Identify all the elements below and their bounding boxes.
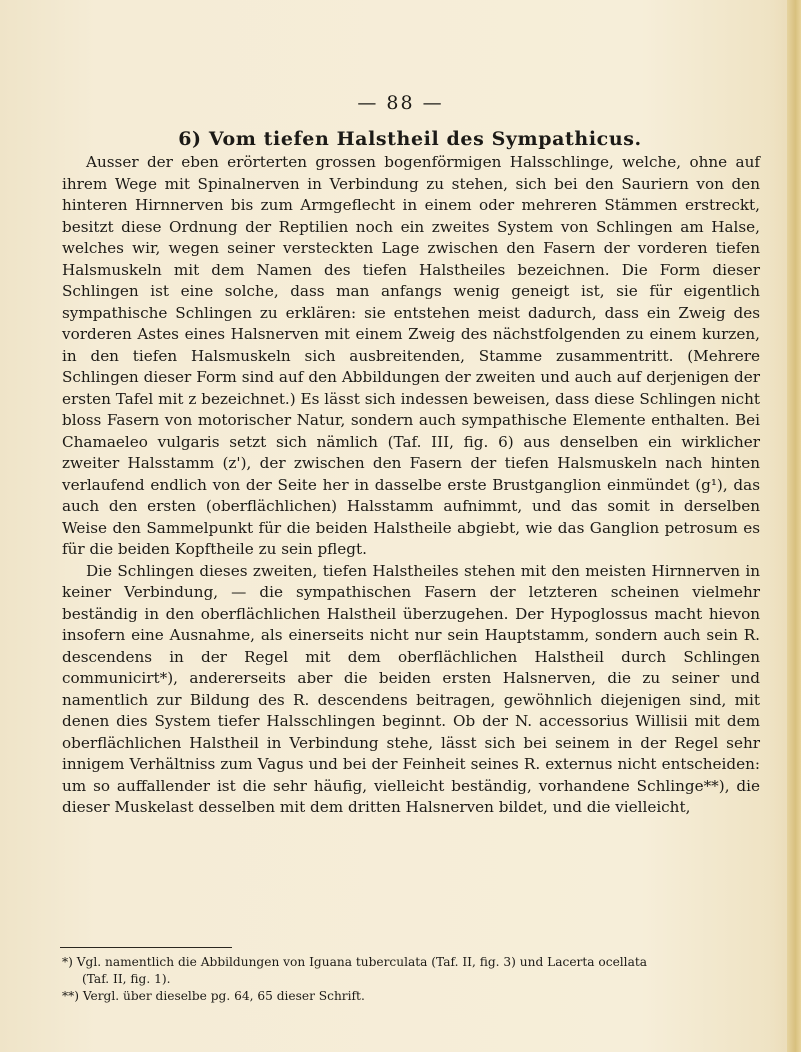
footnotes — [62, 954, 762, 1005]
page-number: — 88 — — [357, 92, 444, 114]
page-edge — [787, 0, 801, 1052]
footnote-1-continued: (Taf. II, fig. 1). — [82, 972, 171, 986]
footnote-2: **) Vergl. über dieselbe pg. 64, 65 dieser Schrift. — [62, 989, 365, 1003]
paragraph-2: Die Schlingen dieses zweiten, tiefen Halstheiles stehen mit den meisten Hirnnerven in keiner Verbindung, — die sympathischen Fasern der letzteren scheinen vielmehr beständig in den oberflächlichen Halstheil überzugehen. Der Hypoglossus macht hievon insofern eine Ausnahme, als einerseits nicht nur sein Hauptstamm, sondern auch sein R. descendens in der Regel mit dem oberflächlichen Halstheil durch Schlingen communicirt*), andererseits aber die beiden ersten Halsnerven, die zu seiner und namentlich zur Bildung des R. descendens beitragen, gewöhnlich diejenigen sind, mit denen dies System tiefer Halsschlingen beginnt. Ob der N. accessorius Willisii mit dem oberflächlichen Halstheil in Verbindung stehe, lässt sich bei seinem in der Regel sehr innigem Verhältniss zum Vagus und bei der Feinheit seines R. externus nicht entscheiden: um so auffallender ist die sehr häufig, vielleicht beständig, vorhandene Schlinge**), die dieser Muskelast desselben mit dem dritten Halsnerven bildet, und die vielleicht, — [62, 561, 760, 816]
footnote-rule — [60, 947, 232, 948]
section-title: 6) Vom tiefen Halstheil des Sympathicus. — [178, 128, 642, 150]
body-text — [62, 152, 760, 819]
footnote-1: *) Vgl. namentlich die Abbildungen von Iguana tuberculata (Taf. II, fig. 3) und Lacerta ocellata — [62, 955, 648, 969]
paragraph-1: Ausser der eben erörterten grossen bogenförmigen Halsschlinge, welche, ohne auf ihrem Wege mit Spinalnerven in Verbindung zu stehen, sich bei den Sauriern von den hinteren Hirnnerven bis zum Armgeflecht in einem oder mehreren Stämmen erstreckt, besitzt diese Ordnung der Reptilien noch ein zweites System von Schlingen am Halse, welches wir, wegen seiner versteckten Lage zwischen den Fasern der vorderen tiefen Halsmuskeln mit dem Namen des tiefen Halstheiles bezeichnen. Die Form dieser Schlingen ist eine solche, dass man anfangs wenig geneigt ist, sie für eigentlich sympathische Schlingen zu erklären: sie entstehen meist dadurch, dass ein Zweig des vorderen Astes eines Halsnerven mit einem Zweig des nächstfolgenden zu einem kurzen, in den tiefen Halsmuskeln sich ausbreitenden, Stamme zusammentritt. (Mehrere Schlingen dieser Form sind auf den Abbildungen der zweiten und auch auf derjenigen der ersten Tafel mit z bezeichnet.) Es lässt sich indessen beweisen, dass diese Schlingen nicht bloss Fasern von motorischer Natur, sondern auch sympathische Elemente enthalten. Bei Chamaeleo vulgaris setzt sich nämlich (Taf. III, fig. 6) aus denselben ein wirklicher zweiter Halsstamm (z'), der zwischen den Fasern der tiefen Halsmuskeln nach hinten verlaufend endlich von der Seite her in dasselbe erste Brustganglion einmündet (g¹), das auch den ersten (oberflächlichen) Halsstamm aufnimmt, und das somit in derselben Weise den Sammelpunkt für die beiden Halstheile abgiebt, wie das Ganglion petrosum es für die beiden Kopftheile zu sein pflegt. — [62, 153, 760, 558]
